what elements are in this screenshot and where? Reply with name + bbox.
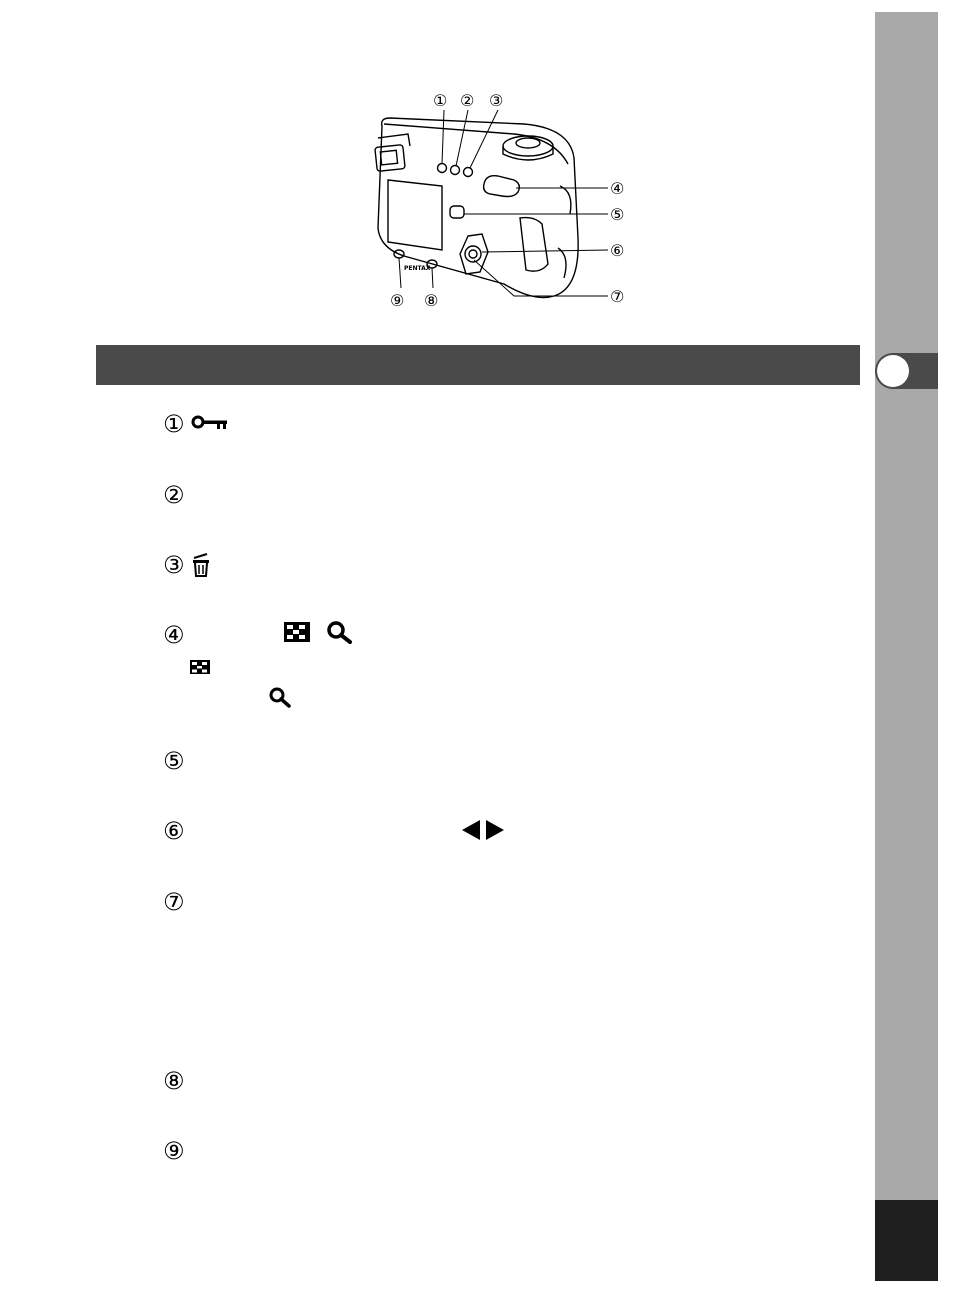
four-way-controller xyxy=(460,234,488,274)
ok-button xyxy=(465,246,481,262)
item-number: ⑦ xyxy=(163,888,185,916)
section-header-bar xyxy=(96,345,860,385)
item-number: ⑧ xyxy=(163,1067,185,1095)
callout-9: ⑨ xyxy=(390,291,405,310)
thumbnail-view-icon xyxy=(284,622,310,642)
callout-7: ⑦ xyxy=(610,287,625,306)
item-number: ③ xyxy=(163,551,185,579)
list-item-3 xyxy=(163,551,211,579)
camera-button-5 xyxy=(450,206,464,218)
callout-8: ⑧ xyxy=(424,291,439,310)
item-number: ⑥ xyxy=(163,817,185,845)
lcd-screen xyxy=(388,180,442,250)
list-item-5 xyxy=(163,747,185,775)
trash-icon xyxy=(191,552,211,578)
key-icon xyxy=(191,414,231,434)
item-number: ② xyxy=(163,481,185,509)
camera-button-1 xyxy=(438,164,447,173)
list-item-9 xyxy=(163,1137,185,1165)
callout-6: ⑥ xyxy=(610,241,625,260)
brand-label: PENTAX xyxy=(404,265,431,272)
side-tab xyxy=(875,12,938,1281)
list-item-6 xyxy=(163,817,185,845)
callout-2: ② xyxy=(460,91,475,110)
callout-4: ④ xyxy=(610,179,625,198)
mode-dial xyxy=(503,136,553,156)
list-item-4 xyxy=(163,621,185,649)
magnify-icon xyxy=(326,620,354,644)
list-item-1 xyxy=(163,410,231,438)
zoom-lever xyxy=(484,176,520,197)
callout-5: ⑤ xyxy=(610,205,625,224)
side-tab-footer xyxy=(875,1200,938,1281)
list-item-2 xyxy=(163,481,185,509)
left-right-arrows-icon xyxy=(462,819,504,841)
list-item-8 xyxy=(163,1067,185,1095)
item-number: ⑤ xyxy=(163,747,185,775)
item-number: ① xyxy=(163,410,185,438)
magnify-icon-small xyxy=(268,686,292,708)
camera-grip xyxy=(520,218,548,272)
camera-button-3 xyxy=(464,168,473,177)
list-item-7 xyxy=(163,888,185,916)
item-number: ④ xyxy=(163,621,185,649)
camera-illustration xyxy=(364,88,644,316)
item-number: ⑨ xyxy=(163,1137,185,1165)
thumbnail-view-icon-small xyxy=(190,660,210,674)
callout-1: ① xyxy=(433,91,448,110)
camera-button-2 xyxy=(451,166,460,175)
viewfinder xyxy=(375,145,405,172)
callout-3: ③ xyxy=(489,91,504,110)
chapter-badge-dot xyxy=(877,355,909,387)
